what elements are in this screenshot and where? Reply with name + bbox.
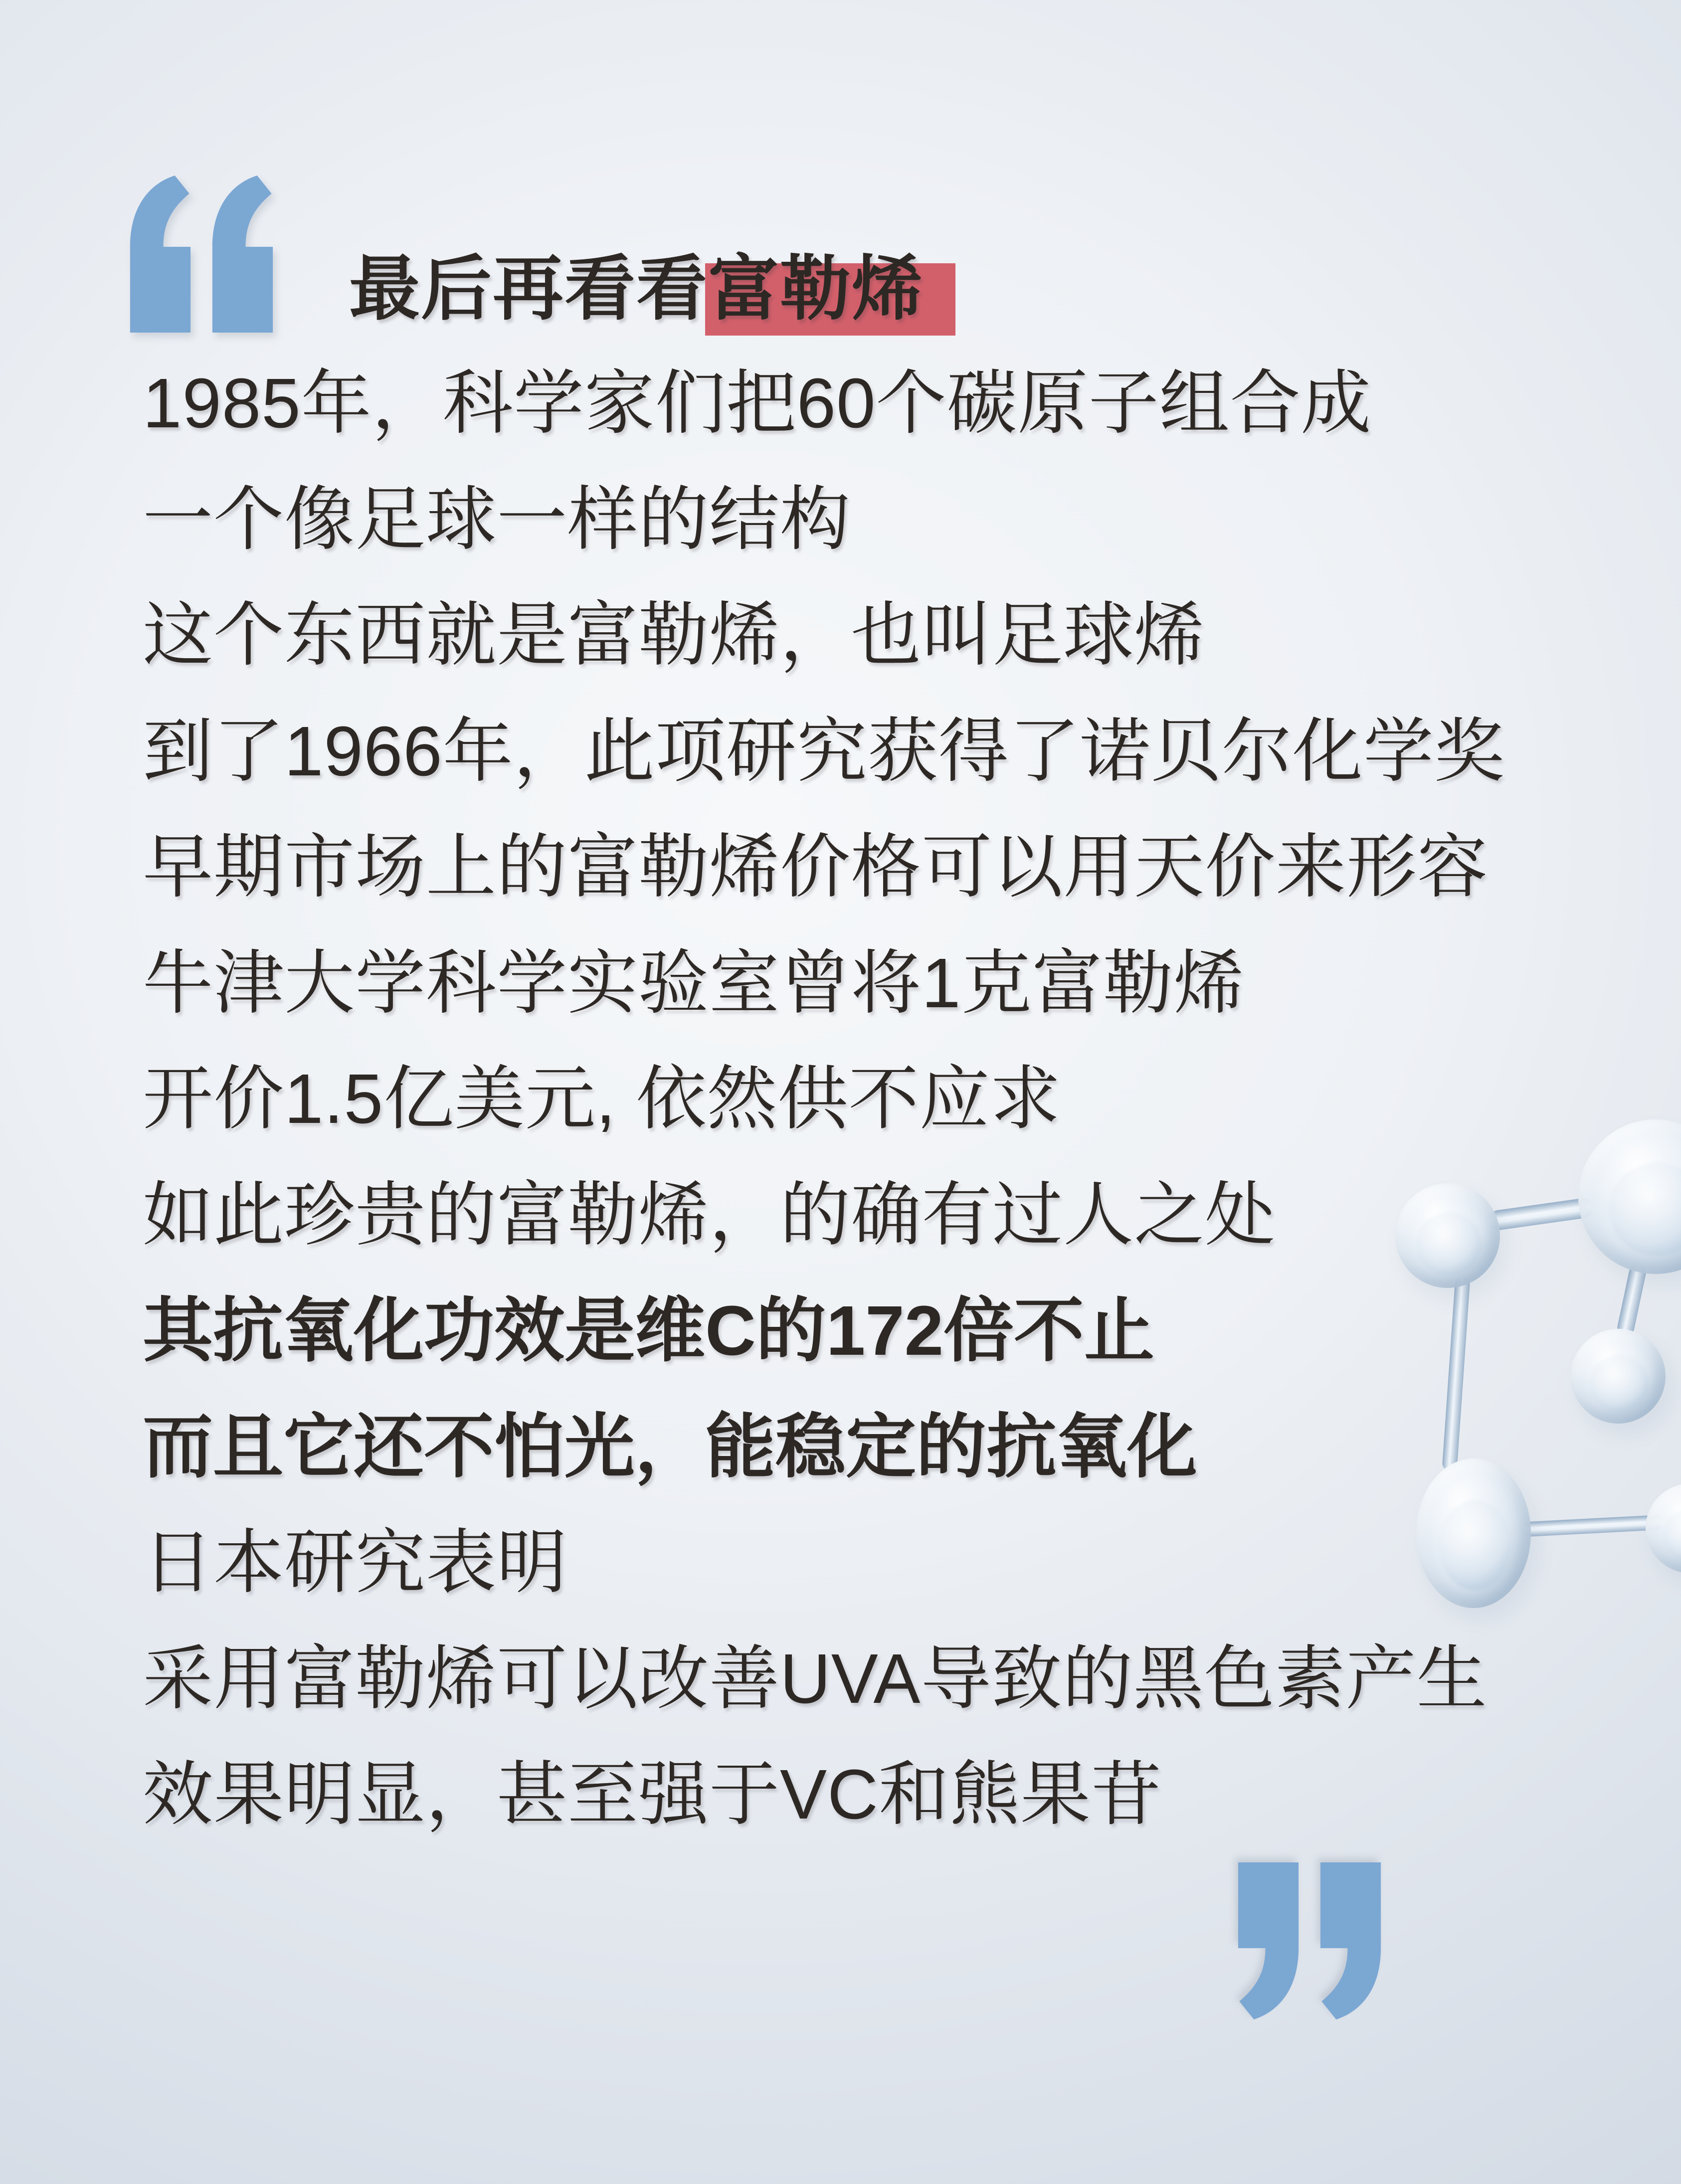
body-line: 1985年，科学家们把60个碳原子组合成 [143,364,1372,442]
body-text-block [143,345,1505,1852]
body-line: 这个东西就是富勒烯，也叫足球烯 [143,595,1205,674]
body-line: 一个像足球一样的结构 [143,479,851,558]
molecule-bond [1523,1515,1663,1537]
body-line: 牛津大学科学实验室曾将1克富勒烯 [143,943,1245,1022]
body-line: 到了1966年，此项研究获得了诺贝尔化学奖 [143,711,1505,790]
close-quote-icon [1237,1862,1382,2019]
molecule-atom [1646,1483,1681,1573]
page-title [349,249,924,329]
body-line: 采用富勒烯可以改善UVA导致的黑色素产生 [143,1638,1488,1718]
quote-mark-glyph [129,176,192,333]
open-quote-icon [129,176,274,333]
molecule-bond [1616,1263,1647,1337]
quote-mark-glyph [1237,1862,1300,2019]
title-highlighted-term: 富勒烯 [708,249,924,329]
body-line: 开价1.5亿美元, 依然供不应求 [143,1059,1061,1138]
quote-mark-glyph [1319,1862,1382,2019]
molecule-atom [1578,1119,1681,1274]
molecule-atom [1571,1329,1666,1424]
body-line: 早期市场上的富勒烯价格可以用天价来形容 [143,827,1489,906]
body-line: 效果明显，甚至强于VC和熊果苷 [143,1755,1162,1833]
title-prefix: 最后再看看 [349,249,708,329]
body-line: 如此珍贵的富勒烯，的确有过人之处 [143,1175,1276,1254]
quote-mark-glyph [211,176,274,333]
body-line-emphasized: 其抗氧化功效是维C的172倍不止 [143,1291,1155,1370]
body-line-emphasized: 而且它还不怕光，能稳定的抗氧化 [143,1407,1198,1486]
body-line: 日本研究表明 [143,1523,568,1602]
